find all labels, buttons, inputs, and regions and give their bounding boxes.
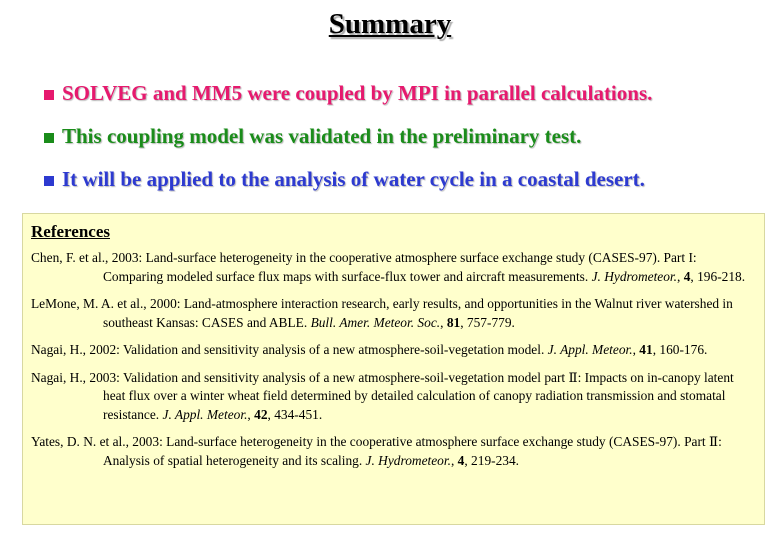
- reference-pages: , 434-451.: [267, 406, 323, 422]
- reference-pages: , 219-234.: [464, 452, 520, 468]
- reference-volume: 42: [254, 406, 268, 422]
- bullet-text: SOLVEG and MM5 were coupled by MPI in parallel calculations.: [62, 81, 653, 105]
- bullet-3: [44, 158, 770, 201]
- reference-journal: Bull. Amer. Meteor. Soc.: [310, 314, 441, 330]
- reference-volume: 41: [639, 342, 653, 357]
- reference-volume: 4: [457, 452, 465, 468]
- reference-item: [31, 249, 764, 286]
- reference-volume: 81: [446, 314, 461, 330]
- reference-separator: ,: [247, 406, 255, 422]
- reference-separator: ,: [632, 342, 640, 357]
- square-bullet-icon: [44, 90, 54, 100]
- reference-text: Nagai, H., 2002: Validation and sensitivity analysis of a new atmosphere-soil-vegetation model.: [31, 342, 548, 357]
- bullet-2: [44, 115, 770, 158]
- reference-text: Nagai, H., 2003: Validation and sensitivity analysis of a new atmosphere-soil-vegetation model part Ⅱ: Impacts on in-canopy latent heat flux over a winter wheat field determined by detailed calculation of canopy radiation transmission and stomatal resistance.: [31, 369, 734, 422]
- reference-volume: 4: [683, 268, 691, 284]
- reference-journal: J. Appl. Meteor.: [547, 342, 633, 357]
- summary-bullets: [44, 72, 770, 201]
- references-heading: References: [31, 222, 110, 241]
- reference-journal: J. Hydrometeor.: [591, 268, 677, 284]
- reference-item: [31, 369, 764, 425]
- reference-journal: J. Appl. Meteor.: [162, 406, 248, 422]
- reference-pages: , 160-176.: [652, 342, 708, 357]
- reference-separator: ,: [677, 268, 684, 284]
- square-bullet-icon: [44, 176, 54, 186]
- bullet-1: [44, 72, 770, 115]
- reference-journal: J. Hydrometeor.: [365, 452, 451, 468]
- reference-item: [31, 433, 764, 470]
- reference-pages: , 757-779.: [460, 314, 515, 330]
- page-title: Summary: [328, 8, 452, 40]
- reference-separator: ,: [440, 314, 447, 330]
- references-box: [22, 213, 765, 525]
- reference-text: Chen, F. et al., 2003: Land-surface heterogeneity in the cooperative atmosphere surface exchange study (CASES-97). Part I: Comparing modeled surface flux maps with surface-flux tower and aircraft measurements.: [31, 250, 697, 284]
- reference-item: [31, 341, 764, 360]
- reference-item: [31, 295, 764, 332]
- reference-text: LeMone, M. A. et al., 2000: Land-atmosphere interaction research, early results, and opportunities in the Walnut river watershed in southeast Kansas: CASES and ABLE.: [31, 296, 733, 330]
- reference-separator: ,: [450, 452, 458, 468]
- bullet-text: This coupling model was validated in the preliminary test.: [62, 124, 582, 148]
- square-bullet-icon: [44, 133, 54, 143]
- bullet-text: It will be applied to the analysis of water cycle in a coastal desert.: [62, 167, 645, 191]
- reference-text: Yates, D. N. et al., 2003: Land-surface heterogeneity in the cooperative atmosphere surface exchange study (CASES-97). Part Ⅱ: Analysis of spatial heterogeneity and its scaling.: [31, 434, 722, 468]
- reference-pages: , 196-218.: [690, 268, 746, 284]
